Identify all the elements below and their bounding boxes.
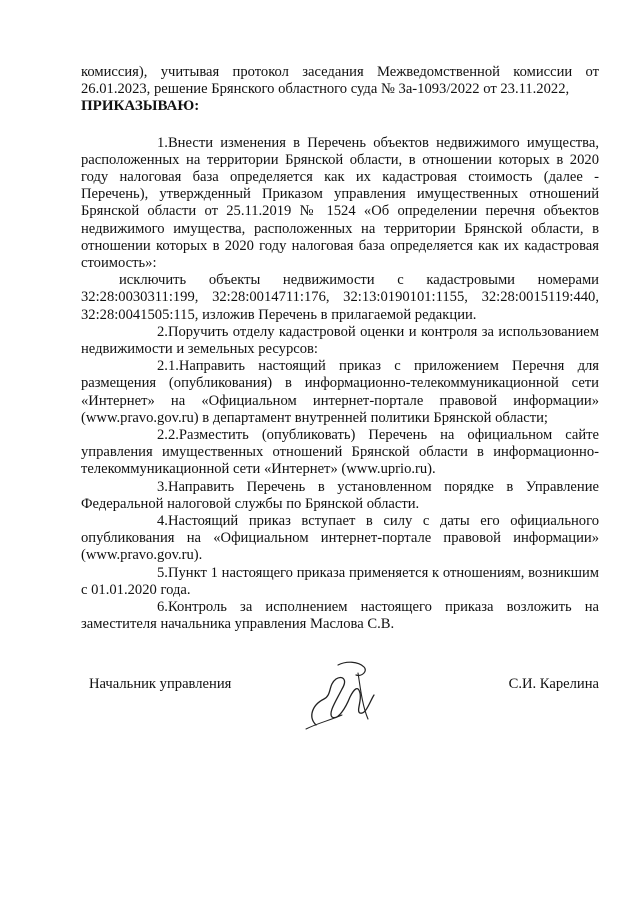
paragraph-3 [81,479,599,513]
paragraph-6-number: 6. [157,599,168,616]
paragraph-4 [81,513,599,565]
paragraph-1 [81,135,599,273]
spacer [81,116,599,135]
signatory-name: С.И. Карелина [508,676,599,692]
paragraph-6-text: Контроль за исполнением настоящего приказа возложить на заместителя начальника управления Маслова С.В. [81,599,599,633]
paragraph-5-number: 5. [157,564,168,581]
paragraph-1-number: 1. [157,134,168,151]
document-body [81,64,599,634]
paragraph-2-1-text: Направить настоящий приказ с приложением Перечня для размещения (опубликования) в информационно-телекоммуникационной сети «Интернет» на «Официальном интернет-портале правовой информации» (www.pravo.gov.ru) в департамент внутренней политики Брянской области; [81,358,599,426]
paragraph-2 [81,324,599,358]
paragraph-1-sub: исключить объекты недвижимости с кадастровыми номерами 32:28:0030311:199, 32:28:0014711:176, 32:13:0190101:1155, 32:28:0015119:440, 32:28:0041505:115, изложив Перечень в прилагаемой редакции. [81,272,599,323]
handwritten-signature [298,655,390,735]
paragraph-2-2 [81,427,599,479]
paragraph-1-text: Внести изменения в Перечень объектов недвижимого имущества, расположенных на территории Брянской области, в отношении которых в 2020 году налоговая база определяется как их кадастровая стоимость (далее - Перечень), утвержденный Приказом управления имущественных отношений Брянской области от 25.11.2019 № 1524 «Об определении перечня объектов недвижимого имущества, расположенных на территории Брянской области, в отношении которых в 2020 году налоговая база определяется как их кадастровая стоимость»: [81,134,599,272]
paragraph-2-2-text: Разместить (опубликовать) Перечень на официальном сайте управления имущественных отношений Брянской области в информационно-телекоммуникационной сети «Интернет» (www.uprio.ru). [81,427,599,478]
paragraph-2-text: Поручить отделу кадастровой оценки и контроля за использованием недвижимости и земельных ресурсов: [81,323,599,358]
intro-paragraph: комиссия), учитывая протокол заседания Межведомственной комиссии от 26.01.2023, решение Брянского областного суда № 3а-1093/2022 от 23.11.2022, [81,64,599,98]
paragraph-3-text: Направить Перечень в установленном порядке в Управление Федеральной налоговой службы по Брянской области. [81,478,599,512]
paragraph-2-number: 2. [157,323,168,340]
paragraph-4-number: 4. [157,513,168,530]
paragraph-2-2-number: 2.2. [157,427,179,444]
paragraph-6 [81,599,599,633]
paragraph-5-text: Пункт 1 настоящего приказа применяется к отношениям, возникшим с 01.01.2020 года. [81,564,599,598]
paragraph-2-1 [81,358,599,427]
order-heading: ПРИКАЗЫВАЮ: [81,98,200,115]
paragraph-5 [81,565,599,599]
paragraph-4-text: Настоящий приказ вступает в силу с даты его официального опубликования на «Официальном интернет-портале правовой информации» (www.pravo.gov.ru). [81,513,599,564]
paragraph-2-1-number: 2.1. [157,358,179,375]
paragraph-3-number: 3. [157,478,168,495]
signatory-position: Начальник управления [89,676,232,692]
